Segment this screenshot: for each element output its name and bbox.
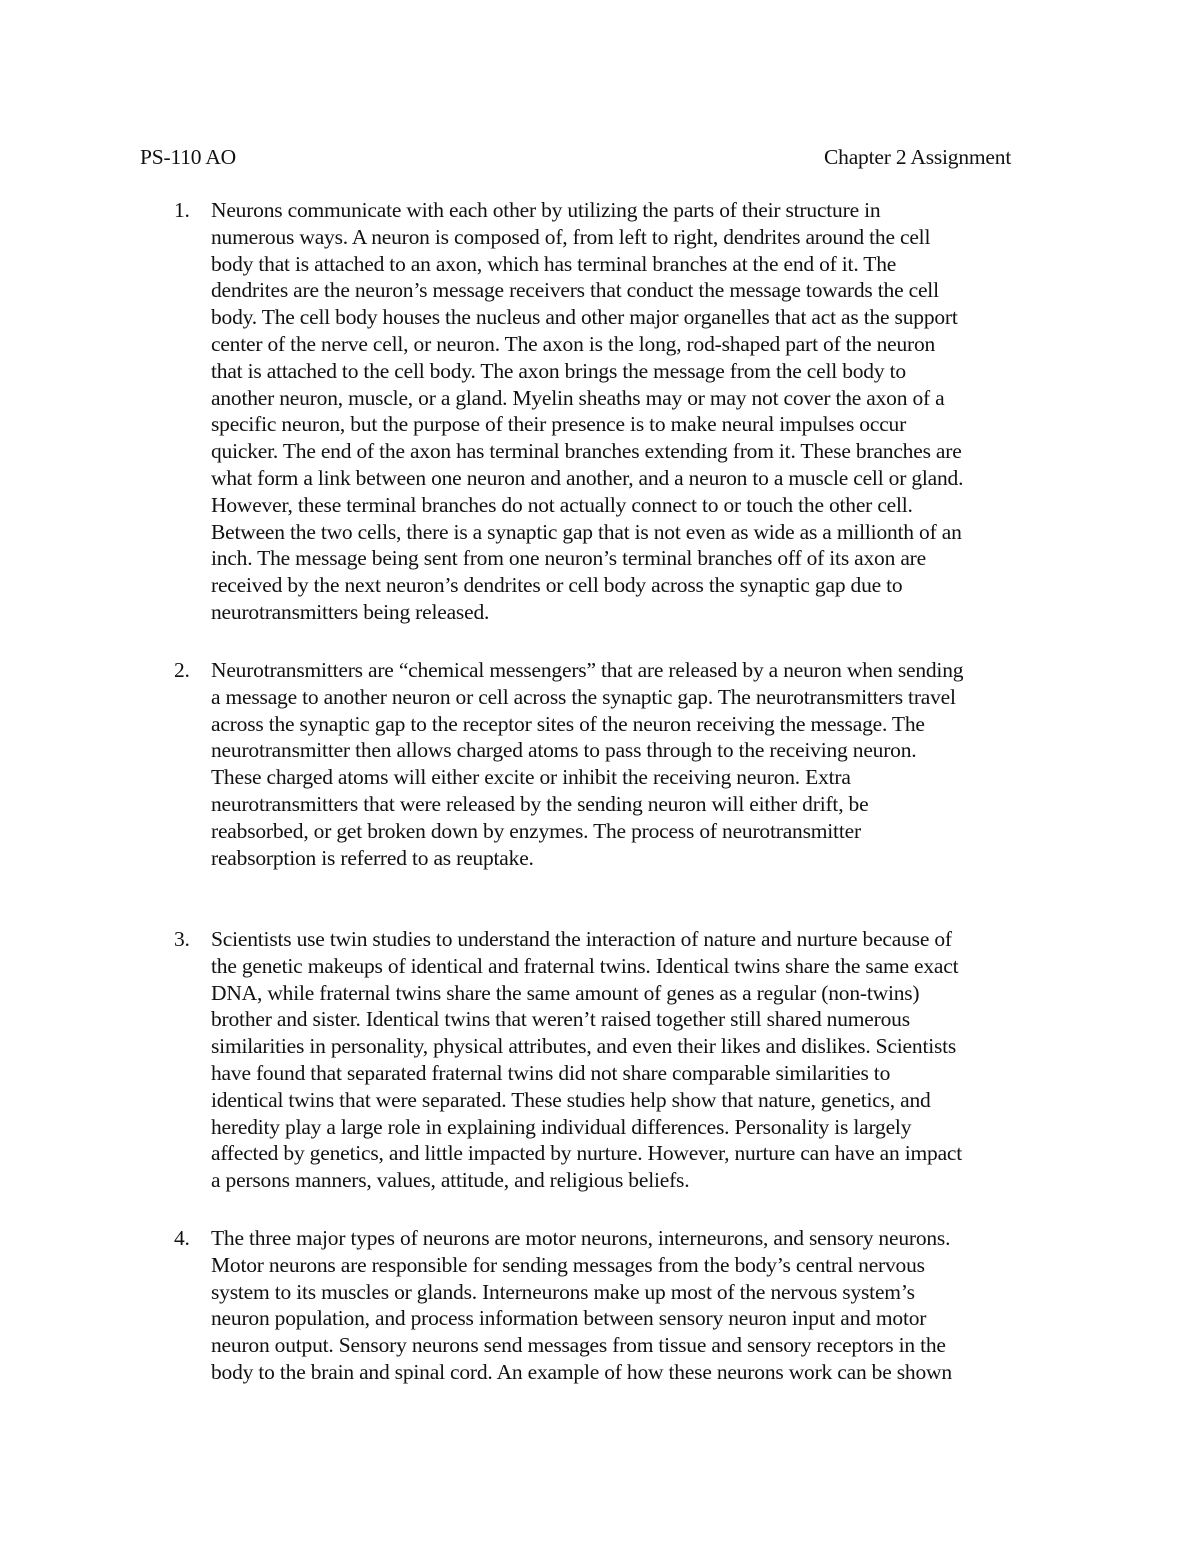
text-line: across the synaptic gap to the receptor sites of the neuron receiving the message. The bbox=[211, 711, 925, 736]
item-text bbox=[211, 1225, 1071, 1386]
text-line: system to its muscles or glands. Interneurons make up most of the nervous system’s bbox=[211, 1279, 915, 1304]
text-line: neuron population, and process information between sensory neuron input and motor bbox=[211, 1306, 927, 1331]
text-line: that is attached to the cell body. The axon brings the message from the cell body to bbox=[211, 358, 906, 383]
text-line: However, these terminal branches do not actually connect to or touch the other cell. bbox=[211, 492, 913, 517]
text-line: received by the next neuron’s dendrites or cell body across the synaptic gap due to bbox=[211, 573, 903, 598]
text-line: neurotransmitters that were released by the sending neuron will either drift, be bbox=[211, 791, 869, 816]
text-line: affected by genetics, and little impacted by nurture. However, nurture can have an impact bbox=[211, 1141, 963, 1166]
text-line: body to the brain and spinal cord. An example of how these neurons work can be shown bbox=[211, 1359, 952, 1384]
text-line: quicker. The end of the axon has terminal branches extending from it. These branches are bbox=[211, 439, 962, 464]
text-line: Scientists use twin studies to understand the interaction of nature and nurture because of bbox=[211, 927, 952, 951]
text-line: neurotransmitters being released. bbox=[211, 599, 490, 624]
text-line: dendrites are the neuron’s message receivers that conduct the message towards the cell bbox=[211, 278, 939, 303]
item-number: 1. bbox=[174, 198, 190, 222]
item-text bbox=[211, 926, 1071, 1194]
text-line: inch. The message being sent from one neuron’s terminal branches off of its axon are bbox=[211, 546, 926, 571]
text-line: neuron output. Sensory neurons send messages from tissue and sensory receptors in the bbox=[211, 1333, 946, 1358]
text-line: specific neuron, but the purpose of their presence is to make neural impulses occur bbox=[211, 412, 907, 437]
item-number: 3. bbox=[174, 927, 190, 951]
assignment-title: Chapter 2 Assignment bbox=[824, 145, 1012, 169]
text-line: the genetic makeups of identical and fraternal twins. Identical twins share the same exact bbox=[211, 953, 959, 978]
text-line: center of the nerve cell, or neuron. The axon is the long, rod-shaped part of the neuron bbox=[211, 331, 936, 356]
text-line: have found that separated fraternal twins did not share comparable similarities to bbox=[211, 1060, 891, 1085]
text-line: brother and sister. Identical twins that weren’t raised together still shared numerous bbox=[211, 1007, 910, 1032]
text-line: a persons manners, values, attitude, and religious beliefs. bbox=[211, 1168, 690, 1193]
course-code: PS-110 AO bbox=[140, 145, 236, 169]
text-line: similarities in personality, physical attributes, and even their likes and dislikes. Scientists bbox=[211, 1034, 957, 1059]
text-line: The three major types of neurons are motor neurons, interneurons, and sensory neurons. bbox=[211, 1226, 951, 1250]
item-text bbox=[211, 197, 1071, 626]
text-line: Neurotransmitters are “chemical messengers” that are released by a neuron when sending bbox=[211, 658, 964, 682]
text-line: a message to another neuron or cell across the synaptic gap. The neurotransmitters travel bbox=[211, 684, 956, 709]
item-number: 2. bbox=[174, 658, 190, 682]
text-line: reabsorption is referred to as reuptake. bbox=[211, 845, 534, 870]
text-line: body. The cell body houses the nucleus and other major organelles that act as the support bbox=[211, 305, 958, 330]
text-line: heredity play a large role in explaining individual differences. Personality is largely bbox=[211, 1114, 912, 1139]
text-line: Motor neurons are responsible for sending messages from the body’s central nervous bbox=[211, 1252, 925, 1277]
text-line: DNA, while fraternal twins share the same amount of genes as a regular (non-twins) bbox=[211, 980, 920, 1005]
text-line: Between the two cells, there is a synaptic gap that is not even as wide as a millionth of an bbox=[211, 519, 962, 544]
text-line: body that is attached to an axon, which has terminal branches at the end of it. The bbox=[211, 251, 897, 276]
text-line: Neurons communicate with each other by utilizing the parts of their structure in bbox=[211, 198, 881, 222]
text-line: another neuron, muscle, or a gland. Myelin sheaths may or may not cover the axon of a bbox=[211, 385, 945, 410]
text-line: identical twins that were separated. These studies help show that nature, genetics, and bbox=[211, 1087, 931, 1112]
text-line: numerous ways. A neuron is composed of, from left to right, dendrites around the cell bbox=[211, 224, 931, 249]
text-line: neurotransmitter then allows charged atoms to pass through to the receiving neuron. bbox=[211, 738, 917, 763]
item-number: 4. bbox=[174, 1226, 190, 1250]
text-line: what form a link between one neuron and another, and a neuron to a muscle cell or gland. bbox=[211, 465, 964, 490]
text-line: These charged atoms will either excite or inhibit the receiving neuron. Extra bbox=[211, 765, 851, 790]
text-line: reabsorbed, or get broken down by enzymes. The process of neurotransmitter bbox=[211, 818, 861, 843]
item-text bbox=[211, 657, 1071, 871]
